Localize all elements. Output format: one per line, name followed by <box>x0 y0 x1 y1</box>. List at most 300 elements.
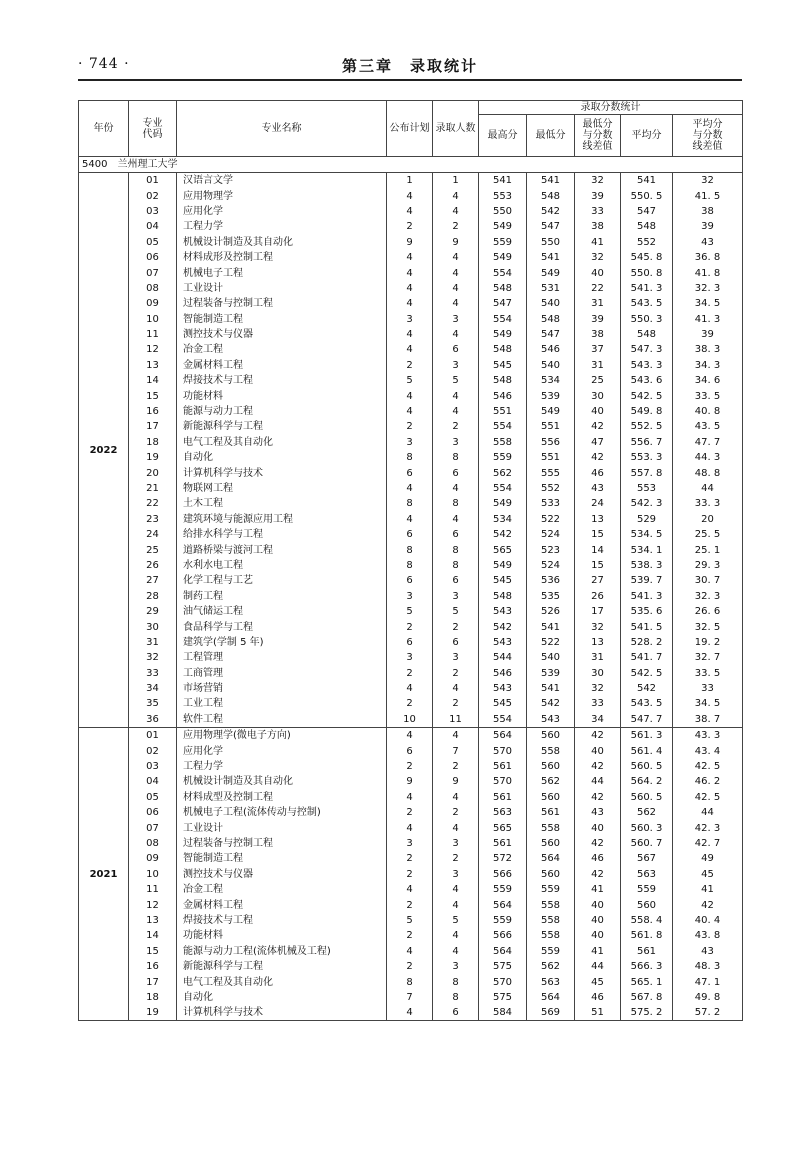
cell-avg-diff: 43. 3 <box>673 728 743 744</box>
cell-admitted: 3 <box>433 836 479 851</box>
cell-min-diff: 31 <box>575 650 621 665</box>
cell-avg-diff: 41 <box>673 882 743 897</box>
cell-min-diff: 42 <box>575 419 621 434</box>
table-row <box>79 604 743 619</box>
cell-max: 575 <box>479 990 527 1005</box>
cell-admitted: 4 <box>433 790 479 805</box>
table-row <box>79 342 743 357</box>
cell-avg-diff: 33. 5 <box>673 666 743 681</box>
table-row <box>79 496 743 511</box>
cell-avg: 561 <box>621 944 673 959</box>
cell-avg: 558. 4 <box>621 913 673 928</box>
cell-plan: 4 <box>387 296 433 311</box>
table-row <box>79 743 743 758</box>
cell-min-diff: 40 <box>575 897 621 912</box>
table-row <box>79 250 743 265</box>
cell-name: 智能制造工程 <box>177 851 387 866</box>
cell-code: 08 <box>129 281 177 296</box>
cell-name: 测控技术与仪器 <box>177 327 387 342</box>
cell-plan: 8 <box>387 974 433 989</box>
cell-min: 526 <box>527 604 575 619</box>
cell-avg-diff: 33. 5 <box>673 388 743 403</box>
cell-name: 工商管理 <box>177 666 387 681</box>
cell-code: 34 <box>129 681 177 696</box>
cell-code: 15 <box>129 388 177 403</box>
cell-min: 547 <box>527 219 575 234</box>
cell-avg-diff: 43 <box>673 944 743 959</box>
cell-plan: 2 <box>387 928 433 943</box>
cell-min: 569 <box>527 1005 575 1021</box>
cell-avg: 560. 7 <box>621 836 673 851</box>
col-year-header: 年份 <box>79 101 129 157</box>
cell-min-diff: 17 <box>575 604 621 619</box>
cell-min-diff: 30 <box>575 666 621 681</box>
cell-max: 554 <box>479 712 527 728</box>
table-row <box>79 589 743 604</box>
cell-code: 07 <box>129 820 177 835</box>
cell-admitted: 3 <box>433 650 479 665</box>
cell-min: 564 <box>527 990 575 1005</box>
cell-name: 机械电子工程 <box>177 265 387 280</box>
cell-code: 20 <box>129 465 177 480</box>
table-row <box>79 728 743 744</box>
table-row <box>79 173 743 189</box>
cell-min-diff: 46 <box>575 465 621 480</box>
cell-plan: 4 <box>387 512 433 527</box>
cell-code: 04 <box>129 219 177 234</box>
cell-avg: 550. 8 <box>621 265 673 280</box>
cell-avg-diff: 46. 2 <box>673 774 743 789</box>
cell-name: 制药工程 <box>177 589 387 604</box>
cell-min: 542 <box>527 696 575 711</box>
cell-plan: 9 <box>387 774 433 789</box>
chapter-title: 第三章 录取统计 <box>341 57 478 75</box>
cell-admitted: 2 <box>433 759 479 774</box>
cell-min: 524 <box>527 558 575 573</box>
cell-avg: 561. 4 <box>621 743 673 758</box>
table-row <box>79 805 743 820</box>
cell-min-diff: 47 <box>575 435 621 450</box>
cell-min-diff: 39 <box>575 312 621 327</box>
cell-plan: 3 <box>387 836 433 851</box>
cell-min: 560 <box>527 728 575 744</box>
cell-max: 566 <box>479 928 527 943</box>
cell-max: 563 <box>479 805 527 820</box>
cell-avg: 552 <box>621 235 673 250</box>
cell-min: 524 <box>527 527 575 542</box>
cell-avg-diff: 34. 6 <box>673 373 743 388</box>
cell-min: 539 <box>527 388 575 403</box>
cell-min: 534 <box>527 373 575 388</box>
table-row <box>79 204 743 219</box>
cell-min: 560 <box>527 759 575 774</box>
cell-min: 558 <box>527 897 575 912</box>
cell-min: 560 <box>527 790 575 805</box>
cell-min-diff: 32 <box>575 619 621 634</box>
cell-min-diff: 27 <box>575 573 621 588</box>
cell-name: 工程力学 <box>177 759 387 774</box>
cell-min-diff: 32 <box>575 681 621 696</box>
cell-max: 564 <box>479 728 527 744</box>
cell-min-diff: 40 <box>575 820 621 835</box>
cell-name: 应用化学 <box>177 743 387 758</box>
table-row <box>79 527 743 542</box>
cell-admitted: 2 <box>433 851 479 866</box>
cell-admitted: 3 <box>433 867 479 882</box>
table-row <box>79 851 743 866</box>
cell-name: 建筑环境与能源应用工程 <box>177 512 387 527</box>
cell-min-diff: 32 <box>575 250 621 265</box>
cell-name: 冶金工程 <box>177 342 387 357</box>
cell-min: 558 <box>527 743 575 758</box>
cell-min: 558 <box>527 820 575 835</box>
cell-min-diff: 13 <box>575 635 621 650</box>
table-row <box>79 959 743 974</box>
cell-admitted: 3 <box>433 358 479 373</box>
cell-min: 562 <box>527 774 575 789</box>
cell-admitted: 8 <box>433 558 479 573</box>
cell-code: 01 <box>129 173 177 189</box>
table-row <box>79 542 743 557</box>
cell-min: 536 <box>527 573 575 588</box>
table-row <box>79 759 743 774</box>
cell-avg-diff: 19. 2 <box>673 635 743 650</box>
cell-avg-diff: 47. 7 <box>673 435 743 450</box>
admission-stats-table <box>78 100 743 1021</box>
cell-plan: 4 <box>387 404 433 419</box>
cell-avg-diff: 43. 4 <box>673 743 743 758</box>
cell-avg-diff: 44 <box>673 481 743 496</box>
cell-name: 金属材料工程 <box>177 897 387 912</box>
cell-name: 计算机科学与技术 <box>177 465 387 480</box>
cell-avg-diff: 43. 8 <box>673 928 743 943</box>
table-row <box>79 312 743 327</box>
cell-code: 12 <box>129 342 177 357</box>
cell-min-diff: 40 <box>575 913 621 928</box>
cell-avg: 557. 8 <box>621 465 673 480</box>
cell-min-diff: 44 <box>575 774 621 789</box>
cell-avg: 547. 7 <box>621 712 673 728</box>
cell-max: 534 <box>479 512 527 527</box>
cell-name: 电气工程及其自动化 <box>177 435 387 450</box>
cell-avg: 550. 5 <box>621 188 673 203</box>
header-rule <box>78 79 742 81</box>
cell-admitted: 4 <box>433 404 479 419</box>
cell-min: 551 <box>527 419 575 434</box>
cell-plan: 2 <box>387 358 433 373</box>
cell-min-diff: 40 <box>575 404 621 419</box>
cell-plan: 2 <box>387 619 433 634</box>
cell-min: 542 <box>527 204 575 219</box>
cell-avg-diff: 30. 7 <box>673 573 743 588</box>
cell-min: 546 <box>527 342 575 357</box>
cell-name: 机械设计制造及其自动化 <box>177 235 387 250</box>
cell-plan: 3 <box>387 589 433 604</box>
cell-min: 531 <box>527 281 575 296</box>
cell-name: 工业设计 <box>177 281 387 296</box>
cell-min: 543 <box>527 712 575 728</box>
cell-avg-diff: 48. 3 <box>673 959 743 974</box>
cell-avg: 564. 2 <box>621 774 673 789</box>
cell-code: 10 <box>129 312 177 327</box>
cell-code: 16 <box>129 404 177 419</box>
cell-code: 06 <box>129 250 177 265</box>
cell-admitted: 6 <box>433 573 479 588</box>
cell-name: 油气储运工程 <box>177 604 387 619</box>
cell-avg: 550. 3 <box>621 312 673 327</box>
cell-name: 道路桥梁与渡河工程 <box>177 542 387 557</box>
cell-avg-diff: 48. 8 <box>673 465 743 480</box>
year-cell: 2022 <box>79 173 129 728</box>
cell-max: 544 <box>479 650 527 665</box>
table-row <box>79 666 743 681</box>
cell-max: 542 <box>479 619 527 634</box>
cell-name: 过程装备与控制工程 <box>177 296 387 311</box>
cell-min: 533 <box>527 496 575 511</box>
cell-max: 584 <box>479 1005 527 1021</box>
cell-min-diff: 34 <box>575 712 621 728</box>
cell-plan: 6 <box>387 573 433 588</box>
cell-admitted: 4 <box>433 388 479 403</box>
cell-code: 05 <box>129 790 177 805</box>
cell-code: 23 <box>129 512 177 527</box>
cell-plan: 4 <box>387 327 433 342</box>
cell-max: 561 <box>479 836 527 851</box>
cell-avg-diff: 32. 3 <box>673 589 743 604</box>
cell-plan: 4 <box>387 188 433 203</box>
table-row <box>79 281 743 296</box>
col-min-diff-header: 最低分 与分数 线差值 <box>575 115 621 157</box>
cell-avg-diff: 25. 1 <box>673 542 743 557</box>
cell-plan: 2 <box>387 219 433 234</box>
cell-code: 11 <box>129 882 177 897</box>
cell-name: 新能源科学与工程 <box>177 419 387 434</box>
table-row <box>79 296 743 311</box>
cell-max: 561 <box>479 759 527 774</box>
table-row <box>79 188 743 203</box>
table-row <box>79 635 743 650</box>
cell-min-diff: 31 <box>575 358 621 373</box>
cell-plan: 8 <box>387 542 433 557</box>
cell-max: 559 <box>479 450 527 465</box>
cell-plan: 4 <box>387 728 433 744</box>
cell-avg: 543. 5 <box>621 696 673 711</box>
cell-name: 给排水科学与工程 <box>177 527 387 542</box>
cell-admitted: 4 <box>433 265 479 280</box>
cell-admitted: 3 <box>433 959 479 974</box>
table-row <box>79 681 743 696</box>
cell-plan: 2 <box>387 696 433 711</box>
cell-min-diff: 46 <box>575 851 621 866</box>
cell-admitted: 4 <box>433 897 479 912</box>
cell-name: 工业工程 <box>177 696 387 711</box>
cell-admitted: 8 <box>433 990 479 1005</box>
cell-admitted: 9 <box>433 774 479 789</box>
cell-admitted: 6 <box>433 1005 479 1021</box>
cell-avg-diff: 34. 3 <box>673 358 743 373</box>
cell-avg: 566. 3 <box>621 959 673 974</box>
cell-max: 564 <box>479 897 527 912</box>
cell-plan: 2 <box>387 805 433 820</box>
cell-code: 09 <box>129 851 177 866</box>
cell-code: 36 <box>129 712 177 728</box>
cell-max: 564 <box>479 944 527 959</box>
cell-min-diff: 25 <box>575 373 621 388</box>
cell-avg: 560 <box>621 897 673 912</box>
col-max-header: 最高分 <box>479 115 527 157</box>
cell-plan: 4 <box>387 681 433 696</box>
cell-admitted: 4 <box>433 728 479 744</box>
cell-min: 563 <box>527 974 575 989</box>
table-row <box>79 235 743 250</box>
cell-name: 测控技术与仪器 <box>177 867 387 882</box>
cell-admitted: 3 <box>433 435 479 450</box>
cell-plan: 9 <box>387 235 433 250</box>
cell-avg-diff: 42. 5 <box>673 759 743 774</box>
cell-name: 计算机科学与技术 <box>177 1005 387 1021</box>
cell-name: 软件工程 <box>177 712 387 728</box>
cell-avg-diff: 40. 4 <box>673 913 743 928</box>
cell-min: 558 <box>527 913 575 928</box>
cell-name: 功能材料 <box>177 388 387 403</box>
cell-admitted: 6 <box>433 465 479 480</box>
cell-min: 541 <box>527 250 575 265</box>
cell-max: 558 <box>479 435 527 450</box>
cell-name: 焊接技术与工程 <box>177 373 387 388</box>
cell-min: 539 <box>527 666 575 681</box>
cell-plan: 5 <box>387 604 433 619</box>
cell-avg-diff: 44 <box>673 805 743 820</box>
table-row <box>79 558 743 573</box>
cell-admitted: 2 <box>433 619 479 634</box>
cell-name: 水利水电工程 <box>177 558 387 573</box>
cell-avg-diff: 32 <box>673 173 743 189</box>
cell-min: 523 <box>527 542 575 557</box>
table-row <box>79 990 743 1005</box>
cell-avg: 548 <box>621 327 673 342</box>
cell-admitted: 4 <box>433 928 479 943</box>
table-row <box>79 373 743 388</box>
cell-min-diff: 41 <box>575 882 621 897</box>
cell-min: 549 <box>527 404 575 419</box>
cell-plan: 2 <box>387 851 433 866</box>
table-row <box>79 944 743 959</box>
cell-code: 07 <box>129 265 177 280</box>
cell-min: 556 <box>527 435 575 450</box>
cell-max: 543 <box>479 635 527 650</box>
cell-admitted: 7 <box>433 743 479 758</box>
table-row <box>79 435 743 450</box>
cell-avg: 538. 3 <box>621 558 673 573</box>
table-row <box>79 882 743 897</box>
cell-admitted: 5 <box>433 604 479 619</box>
cell-avg: 565. 1 <box>621 974 673 989</box>
cell-max: 546 <box>479 388 527 403</box>
cell-avg: 541. 3 <box>621 589 673 604</box>
cell-avg-diff: 43. 5 <box>673 419 743 434</box>
cell-avg-diff: 49. 8 <box>673 990 743 1005</box>
cell-avg: 567 <box>621 851 673 866</box>
year-cell: 2021 <box>79 728 129 1021</box>
cell-avg: 547 <box>621 204 673 219</box>
cell-min-diff: 15 <box>575 558 621 573</box>
cell-plan: 8 <box>387 558 433 573</box>
cell-max: 566 <box>479 867 527 882</box>
cell-min-diff: 33 <box>575 696 621 711</box>
cell-max: 570 <box>479 743 527 758</box>
cell-code: 30 <box>129 619 177 634</box>
cell-code: 18 <box>129 435 177 450</box>
cell-max: 565 <box>479 820 527 835</box>
table-row <box>79 913 743 928</box>
cell-max: 570 <box>479 974 527 989</box>
cell-plan: 3 <box>387 435 433 450</box>
cell-max: 542 <box>479 527 527 542</box>
cell-min: 551 <box>527 450 575 465</box>
page-number: · 744 · <box>78 56 130 72</box>
cell-avg-diff: 49 <box>673 851 743 866</box>
cell-code: 29 <box>129 604 177 619</box>
cell-min-diff: 31 <box>575 296 621 311</box>
cell-min-diff: 43 <box>575 805 621 820</box>
cell-min-diff: 41 <box>575 944 621 959</box>
cell-name: 食品科学与工程 <box>177 619 387 634</box>
cell-avg: 561. 3 <box>621 728 673 744</box>
table-row <box>79 404 743 419</box>
cell-avg-diff: 47. 1 <box>673 974 743 989</box>
cell-avg-diff: 32. 3 <box>673 281 743 296</box>
cell-min-diff: 32 <box>575 173 621 189</box>
cell-max: 548 <box>479 589 527 604</box>
cell-code: 02 <box>129 188 177 203</box>
cell-plan: 2 <box>387 419 433 434</box>
table-row <box>79 419 743 434</box>
cell-avg: 562 <box>621 805 673 820</box>
cell-plan: 4 <box>387 281 433 296</box>
table-row <box>79 573 743 588</box>
cell-code: 32 <box>129 650 177 665</box>
cell-avg: 542. 5 <box>621 666 673 681</box>
table-row <box>79 836 743 851</box>
cell-min: 547 <box>527 327 575 342</box>
cell-plan: 6 <box>387 465 433 480</box>
cell-code: 14 <box>129 928 177 943</box>
cell-min: 540 <box>527 296 575 311</box>
cell-code: 15 <box>129 944 177 959</box>
cell-code: 13 <box>129 358 177 373</box>
cell-max: 545 <box>479 358 527 373</box>
cell-avg: 563 <box>621 867 673 882</box>
cell-avg: 535. 6 <box>621 604 673 619</box>
cell-plan: 4 <box>387 388 433 403</box>
cell-name: 机械电子工程(流体传动与控制) <box>177 805 387 820</box>
cell-min: 535 <box>527 589 575 604</box>
cell-avg: 552. 5 <box>621 419 673 434</box>
cell-max: 575 <box>479 959 527 974</box>
cell-plan: 2 <box>387 759 433 774</box>
cell-plan: 3 <box>387 312 433 327</box>
cell-name: 材料成型及控制工程 <box>177 790 387 805</box>
table-row <box>79 928 743 943</box>
cell-code: 16 <box>129 959 177 974</box>
cell-plan: 4 <box>387 250 433 265</box>
cell-name: 工业设计 <box>177 820 387 835</box>
cell-avg-diff: 32. 5 <box>673 619 743 634</box>
cell-max: 551 <box>479 404 527 419</box>
cell-min-diff: 46 <box>575 990 621 1005</box>
cell-avg-diff: 41. 8 <box>673 265 743 280</box>
cell-admitted: 4 <box>433 882 479 897</box>
